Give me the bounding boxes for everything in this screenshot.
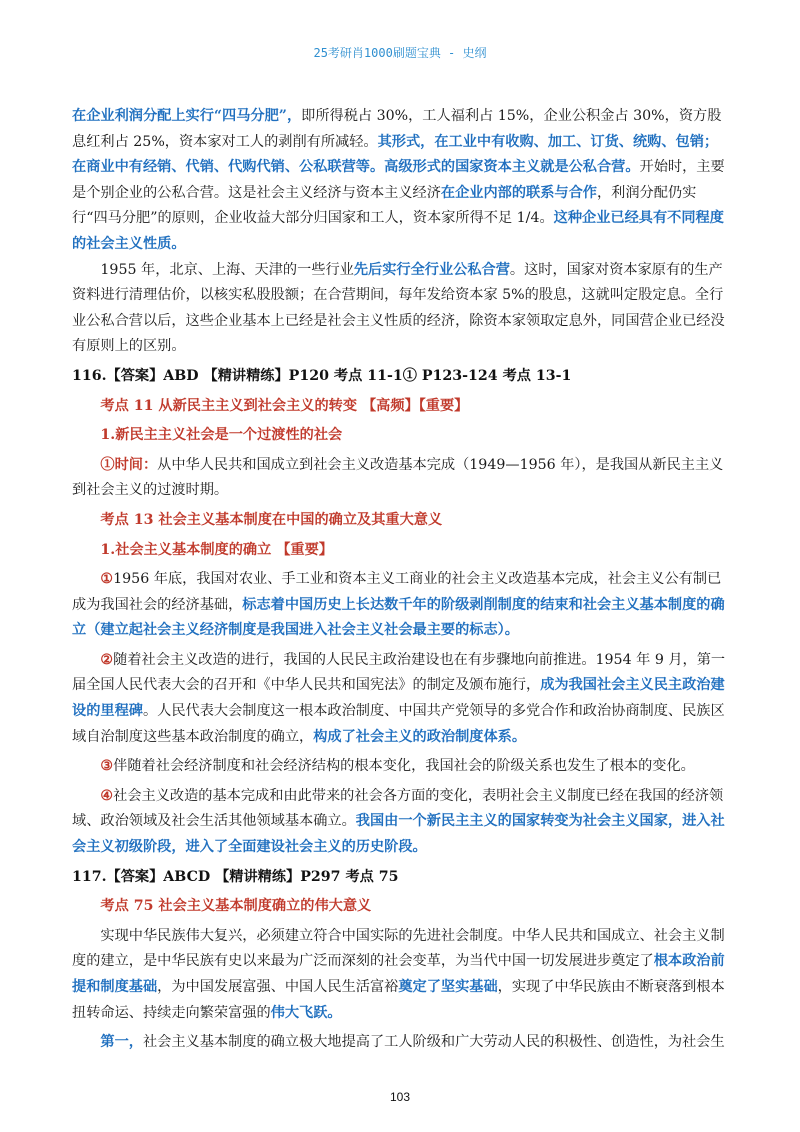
paragraph: [72, 784, 728, 861]
section-title-k13: 考点 13 社会主义基本制度在中国的确立及其重大意义: [100, 511, 443, 528]
marker-text: ③: [100, 758, 114, 775]
body-text: 社会主义基本制度的确立极大地提高了工人阶级和广大劳动人民的积极性、创造性，为社会生: [142, 1034, 725, 1051]
paragraph: [72, 567, 728, 644]
marker-text: ②: [100, 651, 114, 668]
body-text: 实现中华民族伟大复兴，必须建立符合中国实际的先进社会制度。中华人民共和国成立、社会主义制度的建立，是中华民族有史以来最为广泛而深刻的社会变革，为当代中国一切发展进步奠定了: [72, 927, 725, 970]
highlight-text: 根本政治前提和制度基础: [72, 953, 725, 995]
highlight-text: 伟大飞跃。: [270, 1004, 342, 1021]
body-text: 随着社会主义改造的进行，我国的人民民主政治建设也在有步骤地向前推进。1954 年 9 月，第一届全国人民代表大会的召开和《中华人民共和国宪法》的制定及颁布施行，: [72, 651, 726, 694]
body-text: 1956 年底，我国对农业、手工业和资本主义工商业的社会主义改造基本完成，社会主义公有制已成为我国社会的经济基础，: [72, 571, 722, 613]
section-title-k11: 考点 11 从新民主主义到社会主义的转变 【高频】【重要】: [100, 397, 469, 414]
paragraph: [72, 648, 728, 750]
highlight-text: 先后实行全行业公私合营: [353, 261, 510, 278]
paragraph: [72, 924, 728, 1026]
paragraph: [72, 1030, 728, 1056]
body-text: 。人民代表大会制度这一根本政治制度、中国共产党领导的多党合作和政治协商制度、民族区域自治制度这些基本政治制度的确立，: [72, 703, 725, 745]
highlight-text: 在企业内部的联系与合作: [440, 184, 597, 201]
highlight-text: 这种企业已经具有不同程度的社会主义性质。: [72, 210, 724, 252]
highlight-text: 成为我国社会主义民主政治建设的里程碑: [72, 677, 725, 720]
highlight-text: 标志着中国历史上长达数千年的阶级剥削制度的结束和社会主义基本制度的确立（建立起社会主义经济制度是我国进入社会主义社会最主要的标志）。: [72, 596, 725, 639]
marker-text: ①时间：: [100, 456, 158, 473]
page-content: [72, 104, 728, 1056]
highlight-text: 其形式，在工业中有收购、加工、订货、统购、包销；在商业中有经销、代销、代购代销、公私联营等。高级形式的国家资本主义就是公私合营。: [72, 133, 719, 176]
body-text: 。这时，国家对资本家原有的生产资料进行清理估价，以核实私股股额；在合营期间，每年发给资本家 5%的股息，这就叫定股定息。全行业公私合营以后，这些企业基本上已经是社会主义性质的经济，除资本家领取定息外，同国营企业已经没有原则上的区别。: [72, 261, 725, 355]
paragraph: [72, 754, 728, 780]
body-text: 从中华人民共和国成立到社会主义改造基本完成（1949—1956 年），是我国从新民主主义到社会主义的过渡时期。: [72, 456, 724, 499]
highlight-text: 在企业利润分配上实行“四马分肥”，: [72, 108, 302, 124]
body-text: ，利润分配仍实行“四马分肥”的原则，企业收益大部分归国家和工人，资本家所得不足 1/4。: [72, 184, 697, 227]
section-title-k75: 考点 75 社会主义基本制度确立的伟大意义: [100, 898, 372, 915]
highlight-text: 第一，: [100, 1034, 143, 1051]
paragraph: [72, 453, 728, 504]
answer-heading-116: 116.【答案】ABD 【精讲精练】P120 考点 11-1① P123-124 考点 13-1: [72, 367, 572, 384]
subsection-title: 1.新民主主义社会是一个过渡性的社会: [100, 427, 343, 444]
marker-text: ①: [100, 571, 114, 588]
paragraph: [72, 104, 728, 258]
page-number: 103: [389, 1090, 411, 1104]
marker-text: ④: [100, 787, 114, 804]
body-text: 即所得税占 30%，工人福利占 15%，企业公积金占 30%，资方股息红利占 25%，资本家对工人的剥削有所减轻。: [72, 108, 722, 150]
body-text: 1955 年，北京、上海、天津的一些行业: [100, 261, 354, 278]
body-text: ，为中国发展富强、中国人民生活富裕: [157, 979, 399, 995]
body-text: 开始时，主要是个别企业的公私合营。这是社会主义经济与资本主义经济: [72, 159, 725, 201]
answer-heading-117: 117.【答案】ABCD 【精讲精练】P297 考点 75: [72, 868, 399, 885]
subsection-title: 1.社会主义基本制度的确立 【重要】: [100, 541, 333, 558]
body-text: 社会主义改造的基本完成和由此带来的社会各方面的变化，表明社会主义制度已经在我国的经济领域、政治领域及社会生活其他领域基本确立。: [72, 787, 724, 830]
paragraph: [72, 258, 728, 360]
body-text: ，实现了中华民族由不断衰落到根本扭转命运、持续走向繁荣富强的: [72, 979, 725, 1021]
highlight-text: 构成了社会主义的政治制度体系。: [313, 728, 527, 745]
page-header: 25考研肖1000刷题宝典 - 史纲: [313, 46, 487, 60]
body-text: 伴随着社会经济制度和社会经济结构的根本变化，我国社会的阶级关系也发生了根本的变化。: [113, 758, 695, 775]
highlight-text: 奠定了坚实基础: [398, 979, 498, 995]
highlight-text: 我国由一个新民主主义的国家转变为社会主义国家，进入社会主义初级阶段，进入了全面建设社会主义的历史阶段。: [72, 813, 725, 856]
